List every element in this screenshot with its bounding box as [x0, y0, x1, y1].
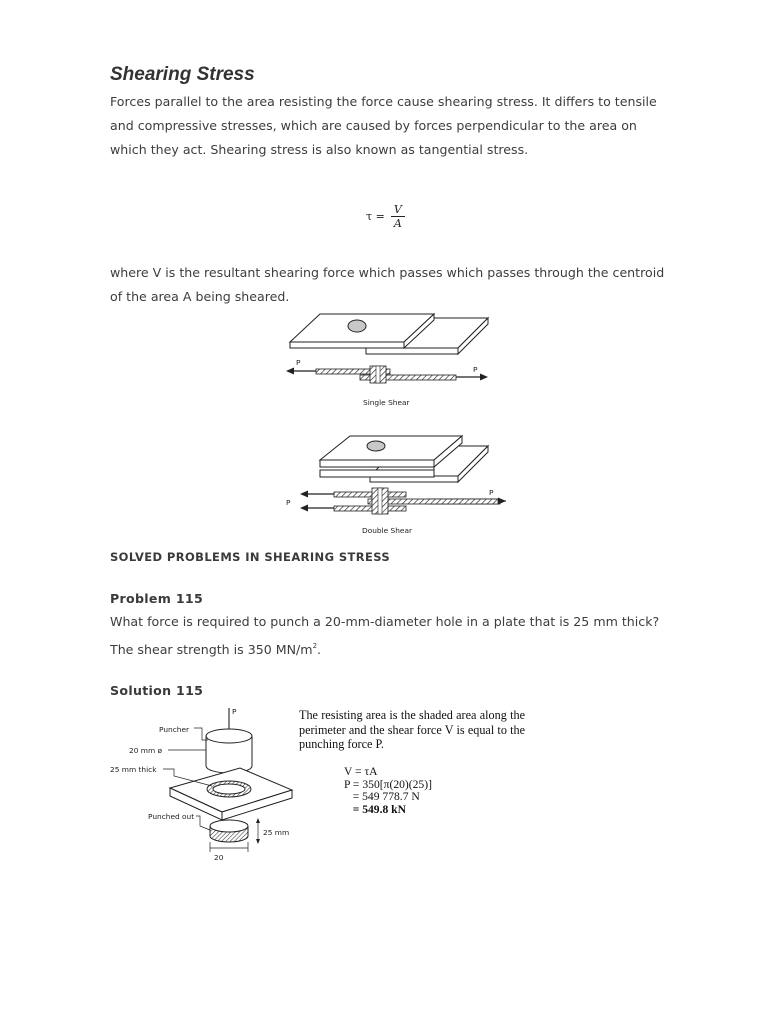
force-label-right: P	[489, 488, 494, 497]
arrow-left-icon	[300, 491, 308, 498]
problem-line-suffix: .	[317, 642, 322, 657]
calc-step: V = τA	[344, 765, 378, 778]
force-label: P	[232, 707, 237, 716]
double-shear-figure	[272, 430, 506, 534]
figure-caption: Double Shear	[362, 526, 413, 534]
where-line: of the area A being sheared.	[110, 289, 290, 304]
calc-step: = 549 778.7 N	[344, 790, 420, 804]
where-paragraph	[110, 261, 670, 309]
problem-heading: Problem 115	[110, 591, 204, 606]
punching-diagram	[106, 702, 296, 864]
height-label: 25 mm	[263, 828, 290, 837]
force-label-right: P	[473, 365, 478, 374]
solution-explanation: The resisting area is the shaded area along the perimeter and the shear force V is equal to the punching force P.	[299, 708, 525, 751]
solved-problems-heading: SOLVED PROBLEMS IN SHEARING STRESS	[110, 550, 391, 564]
arrow-right-icon	[498, 498, 506, 505]
formula-numerator: V	[391, 203, 405, 217]
single-shear-figure	[286, 306, 506, 410]
punched-out-label: Punched out	[148, 812, 195, 821]
where-line: where V is the resultant shearing force which passes which passes through the centroid	[110, 265, 665, 280]
solution-heading: Solution 115	[110, 683, 204, 698]
thickness-label: 25 mm thick	[110, 765, 157, 774]
formula-lhs: τ =	[366, 210, 385, 223]
arrow-right-icon	[480, 374, 488, 381]
page-title: Shearing Stress	[110, 64, 255, 85]
width-label: 20	[214, 853, 224, 862]
calc-result: = 549.8 kN	[344, 802, 407, 816]
shear-stress-formula	[366, 203, 405, 230]
solution-calculation	[344, 766, 432, 816]
puncher-label: Puncher	[159, 725, 190, 734]
force-label-left: P	[296, 358, 301, 367]
arrow-left-icon	[286, 368, 294, 375]
unit-superscript: 2	[312, 642, 318, 650]
rivet-head-icon	[348, 320, 366, 332]
force-label-left: P	[286, 498, 291, 507]
calc-step: P = 350[π(20)(25)]	[344, 777, 432, 791]
intro-line: Forces parallel to the area resisting the force cause shearing stress. It differs to tensile	[110, 94, 657, 109]
problem-line: What force is required to punch a 20-mm-diameter hole in a plate that is 25 mm thick?	[110, 614, 660, 629]
formula-fraction	[391, 203, 405, 230]
rivet-head-icon	[367, 441, 385, 451]
figure-caption: Single Shear	[363, 398, 410, 407]
diameter-label: 20 mm ø	[129, 746, 163, 755]
intro-paragraph	[110, 90, 670, 162]
intro-line: which they act. Shearing stress is also known as tangential stress.	[110, 142, 529, 157]
formula-denominator: A	[393, 217, 402, 230]
problem-statement	[110, 610, 670, 662]
arrow-left-icon	[300, 505, 308, 512]
problem-line-prefix: The shear strength is 350 MN/m	[110, 642, 313, 657]
intro-line: and compressive stresses, which are caused by forces perpendicular to the area on	[110, 118, 637, 133]
